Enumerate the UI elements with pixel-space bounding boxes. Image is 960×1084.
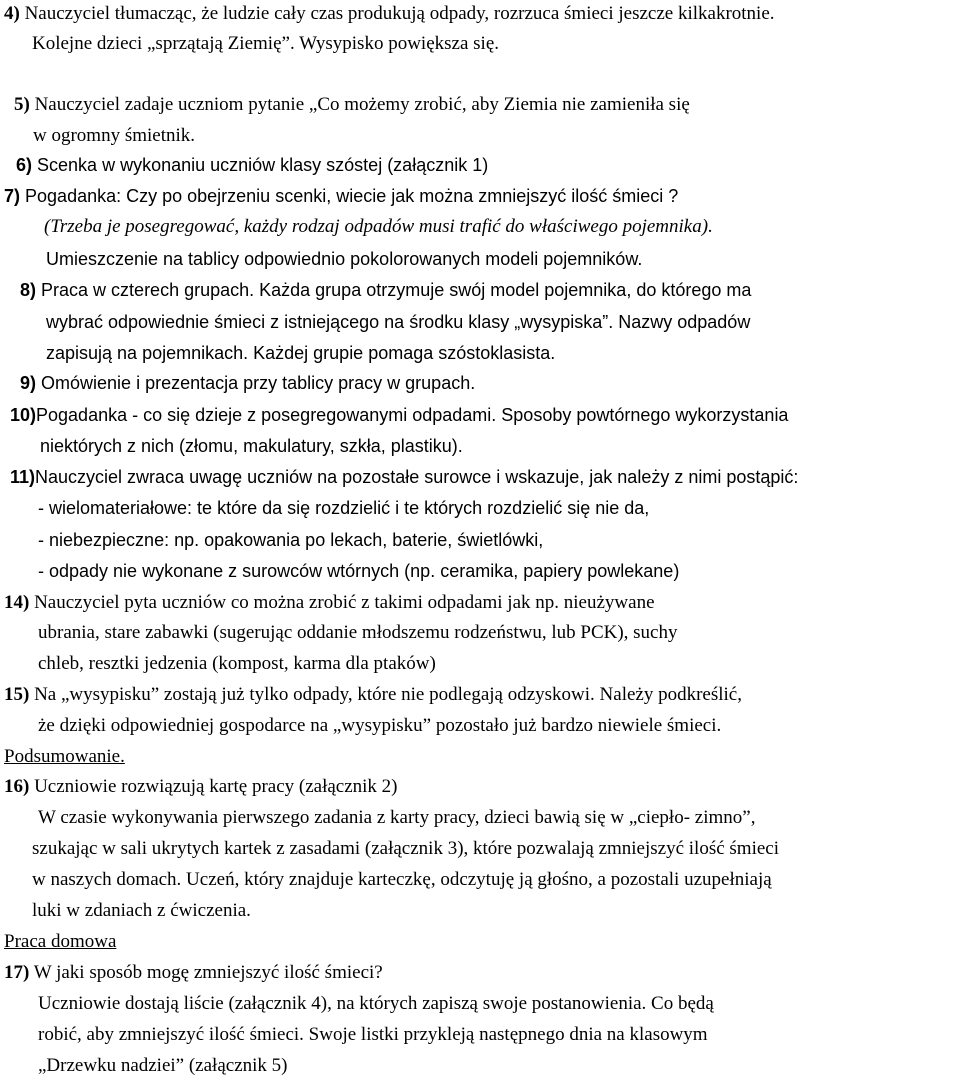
item-number: 4) <box>4 3 20 24</box>
text-line: Uczniowie dostają liście (załącznik 4), na których zapiszą swoje postanowienia. Co będą <box>38 993 714 1014</box>
text-line: ubrania, stare zabawki (sugerując oddanie młodszemu rodzeństwu, lub PCK), suchy <box>38 622 678 643</box>
text-line: w ogromny śmietnik. <box>33 125 196 146</box>
text-line: robić, aby zmniejszyć ilość śmieci. Swoje listki przykleją następnego dnia na klasowym <box>38 1024 708 1045</box>
text-line: Umieszczenie na tablicy odpowiednio pokolorowanych modeli pojemników. <box>46 249 643 269</box>
text-line: - odpady nie wykonane z surowców wtórnych (np. ceramika, papiery powlekane) <box>38 561 680 581</box>
text-line <box>4 2 775 26</box>
item-number: 7) <box>4 186 21 206</box>
line-text: Scenka w wykonaniu uczniów klasy szóstej (załącznik 1) <box>37 155 489 175</box>
text-line: luki w zdaniach z ćwiczenia. <box>32 900 251 921</box>
section-heading: Praca domowa <box>4 931 117 952</box>
text-line: w naszych domach. Uczeń, który znajduje karteczkę, odczytuję ją głośno, a pozostali uzupełniają <box>32 869 772 890</box>
text-line: - niebezpieczne: np. opakowania po lekach, baterie, świetlówki, <box>38 530 544 550</box>
line-text: Nauczyciel pyta uczniów co można zrobić z takimi odpadami jak np. nieużywane <box>34 592 655 613</box>
line-text: Pogadanka: Czy po obejrzeniu scenki, wiecie jak można zmniejszyć ilość śmieci ? <box>25 186 679 206</box>
line-text: Nauczyciel zadaje uczniom pytanie „Co możemy zrobić, aby Ziemia nie zamieniła się <box>34 94 690 115</box>
text-line: - wielomateriałowe: te które da się rozdzielić i te których rozdzielić się nie da, <box>38 498 650 518</box>
text-line <box>20 371 475 395</box>
text-line <box>10 403 788 427</box>
item-number: 17) <box>4 962 30 983</box>
text-line: niektórych z nich (złomu, makulatury, szkła, plastiku). <box>40 436 463 456</box>
item-number: 10) <box>10 405 37 425</box>
text-line: „Drzewku nadziei” (załącznik 5) <box>38 1055 288 1076</box>
section-heading: Podsumowanie. <box>4 746 125 767</box>
text-line <box>14 93 690 117</box>
item-number: 9) <box>20 373 37 393</box>
line-text: W jaki sposób mogę zmniejszyć ilość śmieci? <box>33 962 383 983</box>
item-number: 16) <box>4 776 30 797</box>
line-text: Nauczyciel zwraca uwagę uczniów na pozostałe surowce i wskazuje, jak należy z nimi postąpić: <box>35 467 799 487</box>
item-number: 5) <box>14 94 30 115</box>
item-number: 11) <box>10 467 36 487</box>
text-line: że dzięki odpowiedniej gospodarce na „wysypisku” pozostało już bardzo niewiele śmieci. <box>38 715 722 736</box>
text-line: zapisują na pojemnikach. Każdej grupie pomaga szóstoklasista. <box>46 343 556 363</box>
text-line <box>4 961 383 985</box>
text-line <box>10 465 798 489</box>
line-text: Pogadanka - co się dzieje z posegregowanymi odpadami. Sposoby powtórnego wykorzystania <box>36 405 789 425</box>
text-line: W czasie wykonywania pierwszego zadania z karty pracy, dzieci bawią się w „ciepło- zimno”, <box>38 807 756 828</box>
line-text: Nauczyciel tłumacząc, że ludzie cały czas produkują odpady, rozrzuca śmieci jeszcze kilkakrotnie. <box>24 3 775 24</box>
text-line: wybrać odpowiednie śmieci z istniejącego na środku klasy „wysypiska”. Nazwy odpadów <box>46 312 751 332</box>
line-text: Praca w czterech grupach. Każda grupa otrzymuje swój model pojemnika, do którego ma <box>41 280 752 300</box>
line-text: Na „wysypisku” zostają już tylko odpady, które nie podlegają odzyskowi. Należy podkreślić, <box>34 684 742 705</box>
text-line <box>16 153 488 177</box>
text-line: (Trzeba je posegregować, każdy rodzaj odpadów musi trafić do właściwego pojemnika). <box>44 216 713 237</box>
item-number: 8) <box>20 280 37 300</box>
text-line <box>4 683 742 707</box>
item-number: 14) <box>4 592 30 613</box>
line-text: Omówienie i prezentacja przy tablicy pracy w grupach. <box>41 373 476 393</box>
text-line <box>4 184 678 208</box>
line-text: Uczniowie rozwiązują kartę pracy (załącznik 2) <box>34 776 398 797</box>
text-line: szukając w sali ukrytych kartek z zasadami (załącznik 3), które pozwalają zmniejszyć ilość śmieci <box>32 838 780 859</box>
text-line: chleb, resztki jedzenia (kompost, karma dla ptaków) <box>38 653 436 674</box>
item-number: 6) <box>16 155 33 175</box>
text-line: Kolejne dzieci „sprzątają Ziemię”. Wysypisko powiększa się. <box>32 33 500 54</box>
text-line <box>4 775 398 799</box>
text-line <box>20 278 751 302</box>
item-number: 15) <box>4 684 30 705</box>
text-line <box>4 591 655 615</box>
